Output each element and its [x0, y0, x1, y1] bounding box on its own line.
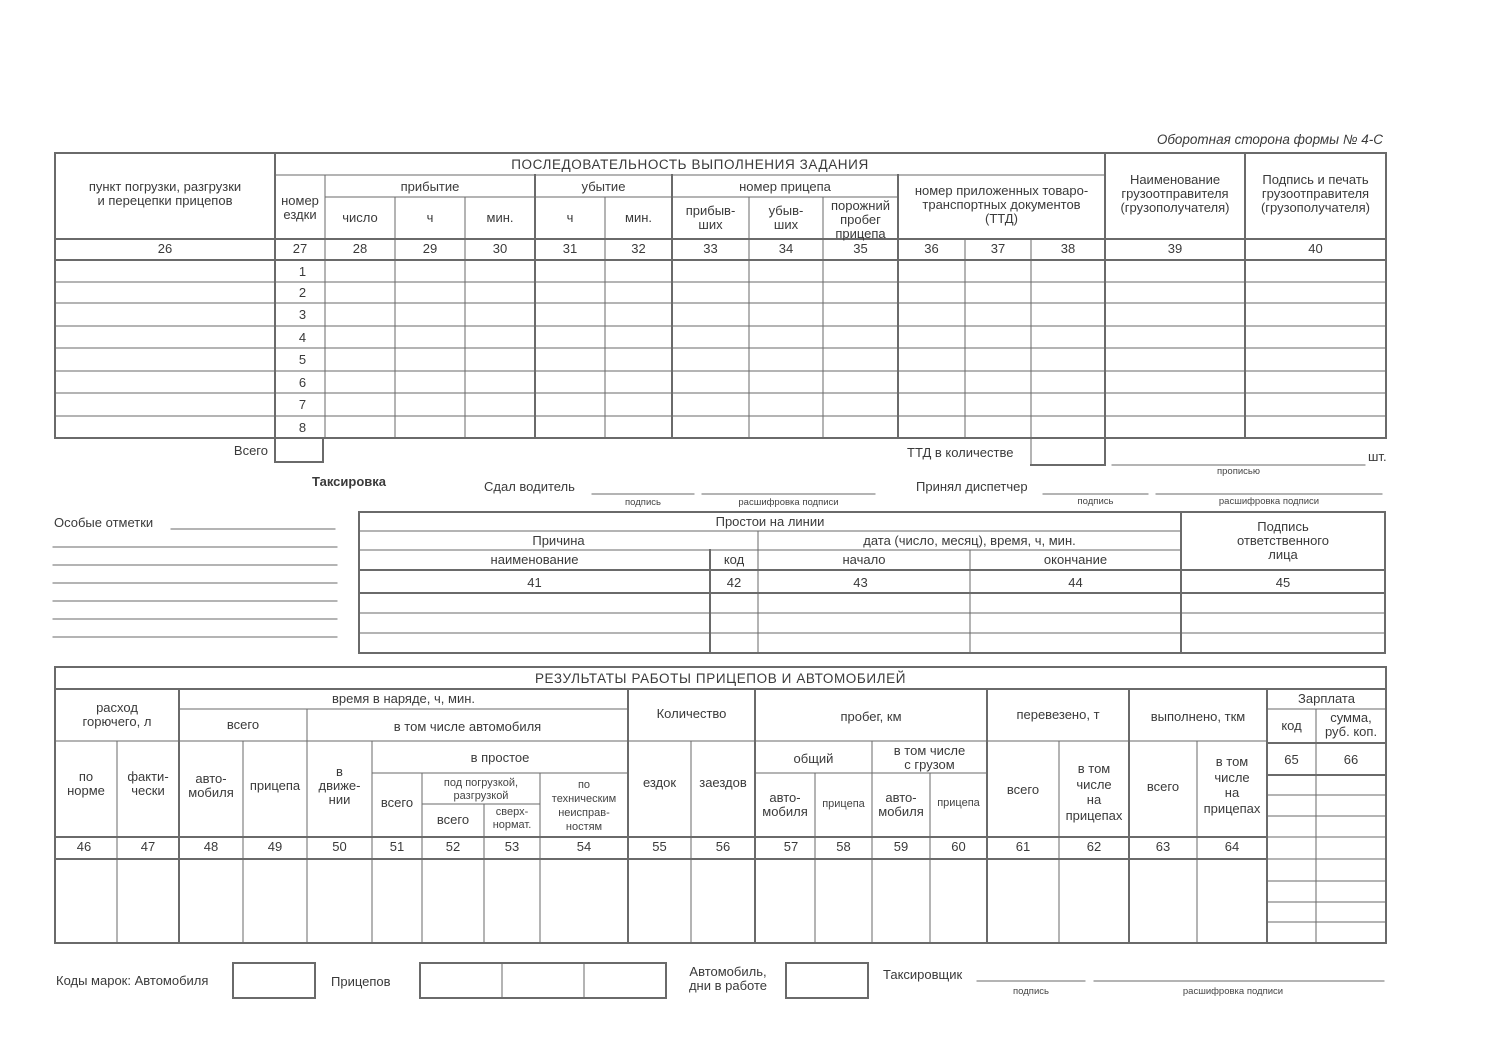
- trip-row-number: 1: [298, 264, 307, 279]
- col-number: 66: [1343, 752, 1359, 767]
- col-number: 60: [951, 839, 966, 854]
- departure-min-header: мин.: [625, 210, 652, 225]
- trip-row-number: 5: [298, 352, 307, 367]
- time-on-duty-header: время в наряде, ч, мин.: [331, 691, 476, 706]
- col-number: 47: [140, 839, 156, 854]
- mileage-general-header: общий: [793, 751, 834, 766]
- col-number: 30: [492, 241, 508, 256]
- col-number: 62: [1086, 839, 1102, 854]
- col-number: 54: [576, 839, 592, 854]
- col-number: 51: [389, 839, 405, 854]
- col-number: 48: [203, 839, 219, 854]
- col-number: 44: [1068, 575, 1083, 590]
- trips-header: ездок: [642, 775, 677, 790]
- col-number: 65: [1284, 752, 1299, 767]
- in-motion-header: в движе- нии: [318, 764, 361, 807]
- fuel-actual-header: факти- чески: [127, 769, 169, 798]
- form-caption: Оборотная сторона формы № 4-С: [1156, 132, 1383, 147]
- calls-header: заездов: [699, 775, 747, 790]
- departed-trailers-header: убыв- ших: [768, 203, 804, 232]
- col-number: 41: [527, 575, 542, 590]
- day-header: число: [342, 210, 378, 225]
- time-trailer-header: прицепа: [249, 778, 301, 793]
- downtime-datetime-header: дата (число, месяц), время, ч, мин.: [863, 533, 1076, 548]
- driver-signature-caption: подпись: [625, 497, 661, 508]
- downtime-title: Простои на линии: [715, 514, 825, 529]
- trip-row-number: 8: [298, 420, 307, 435]
- special-notes-label: Особые отметки: [54, 515, 154, 530]
- taxation-label: Таксировка: [312, 474, 387, 489]
- quantity-header: Количество: [656, 706, 727, 721]
- ttd-count-label: ТТД в количестве: [907, 445, 1014, 460]
- time-vehicle-header: авто- мобиля: [188, 771, 234, 800]
- col-number: 27: [292, 241, 308, 256]
- col-number: 36: [924, 241, 939, 256]
- incl-vehicle-header: в том числе автомобиля: [393, 719, 542, 734]
- mileage-with-cargo-header: в том числе с грузом: [893, 743, 966, 772]
- dispatcher-signature-caption: подпись: [1077, 496, 1114, 507]
- col-number: 49: [267, 839, 283, 854]
- dispatcher-signature-decoding-caption: расшифровка подписи: [1218, 496, 1320, 507]
- pcs-label: шт.: [1368, 449, 1387, 464]
- salary-sum-header: сумма, руб. коп.: [1324, 710, 1378, 739]
- trailers-label: Прицепов: [331, 974, 391, 989]
- col-number: 45: [1275, 575, 1291, 590]
- downtime-name-header: наименование: [490, 552, 579, 567]
- salary-header: Зарплата: [1298, 691, 1355, 706]
- col-number: 55: [652, 839, 667, 854]
- taxer-signature-decoding-caption: расшифровка подписи: [1182, 986, 1284, 997]
- trip-row-number: 6: [298, 375, 307, 390]
- in-words-caption: прописью: [1217, 466, 1260, 477]
- arrival-hour-header: ч: [426, 210, 434, 225]
- results-title: РЕЗУЛЬТАТЫ РАБОТЫ ПРИЦЕПОВ И АВТОМОБИЛЕЙ: [534, 671, 907, 686]
- idle-header: в простое: [470, 750, 530, 765]
- transported-header: перевезено, т: [1016, 707, 1100, 722]
- col-number: 64: [1224, 839, 1240, 854]
- days-working-label: Автомобиль, дни в работе: [688, 964, 768, 993]
- cargo-trailer-header: прицепа: [937, 797, 980, 809]
- performed-header: выполнено, ткм: [1150, 709, 1246, 724]
- taxer-signature-caption: подпись: [1013, 986, 1049, 997]
- driver-signature-decoding-caption: расшифровка подписи: [738, 497, 839, 508]
- col-number: 29: [422, 241, 438, 256]
- driver-handed-label: Сдал водитель: [484, 479, 575, 494]
- tech-fault-header: по техническим неисправ- ностям: [551, 779, 617, 833]
- col-number: 38: [1060, 241, 1076, 256]
- col-number: 35: [853, 241, 868, 256]
- col-number: 26: [157, 241, 173, 256]
- fuel-by-norm-header: по норме: [67, 769, 105, 798]
- salary-code-header: код: [1281, 718, 1302, 733]
- mileage-header: пробег, км: [840, 709, 902, 724]
- col-number: 42: [726, 575, 742, 590]
- task-sequence-title: ПОСЛЕДОВАТЕЛЬНОСТЬ ВЫПОЛНЕНИЯ ЗАДАНИЯ: [511, 157, 869, 172]
- brand-codes-label: Коды марок: Автомобиля: [56, 973, 209, 988]
- total-label: Всего: [233, 443, 268, 458]
- performed-total-header: всего: [1146, 779, 1180, 794]
- mileage-vehicle-header: авто- мобиля: [762, 790, 808, 819]
- loading-total-header: всего: [436, 812, 470, 827]
- mileage-trailer-header: прицепа: [822, 798, 865, 810]
- trip-row-number: 2: [298, 285, 307, 300]
- idle-total-header: всего: [380, 795, 414, 810]
- col-number: 58: [836, 839, 851, 854]
- downtime-end-header: окончание: [1043, 552, 1108, 567]
- departure-hour-header: ч: [566, 210, 574, 225]
- col-number: 59: [893, 839, 909, 854]
- col-number: 33: [703, 241, 718, 256]
- col-number: 53: [504, 839, 520, 854]
- arrived-trailers-header: прибыв- ших: [685, 203, 736, 232]
- cargo-vehicle-header: авто- мобиля: [878, 790, 924, 819]
- performed-trailers-header: в том числе на прицепах: [1203, 754, 1261, 816]
- col-number: 32: [631, 241, 646, 256]
- col-number: 56: [715, 839, 731, 854]
- col-number: 43: [853, 575, 868, 590]
- loading-header: под погрузкой, разгрузкой: [443, 777, 519, 802]
- taxer-label: Таксировщик: [883, 967, 963, 982]
- downtime-code-header: код: [723, 552, 745, 567]
- trip-row-number: 7: [298, 397, 307, 412]
- col-number: 28: [352, 241, 368, 256]
- arrival-header: прибытие: [400, 179, 460, 194]
- ttd-docs-header: номер приложенных товаро- транспортных документов (ТТД): [914, 183, 1089, 226]
- shipper-name-header: Наименование грузоотправителя (грузополучателя): [1120, 172, 1230, 215]
- dispatcher-received-label: Принял диспетчер: [916, 479, 1028, 494]
- col-number: 50: [332, 839, 347, 854]
- departure-header: убытие: [581, 179, 626, 194]
- arrival-min-header: мин.: [486, 210, 514, 225]
- transported-trailers-header: в том числе на прицепах: [1065, 761, 1123, 823]
- col-number: 46: [76, 839, 92, 854]
- col-number: 37: [990, 241, 1006, 256]
- time-total-header: всего: [226, 717, 260, 732]
- col-number: 31: [562, 241, 578, 256]
- fuel-header: расход горючего, л: [82, 700, 152, 729]
- downtime-reason-header: Причина: [532, 533, 585, 548]
- downtime-start-header: начало: [842, 552, 886, 567]
- trip-row-number: 4: [298, 330, 307, 345]
- trailer-number-header: номер прицепа: [739, 179, 831, 194]
- responsible-sign-header: Подпись ответственного лица: [1237, 519, 1329, 562]
- col-number: 39: [1167, 241, 1183, 256]
- trip-row-number: 3: [298, 307, 307, 322]
- col-number: 63: [1155, 839, 1171, 854]
- col-number: 57: [783, 839, 799, 854]
- shipper-sign-header: Подпись и печать грузоотправителя (грузополучателя): [1260, 172, 1371, 215]
- transported-total-header: всего: [1006, 782, 1040, 797]
- col-number: 34: [778, 241, 794, 256]
- col-number: 40: [1308, 241, 1323, 256]
- trip-number-header: номер ездки: [281, 193, 319, 222]
- col-number: 61: [1015, 839, 1031, 854]
- empty-run-header: порожний пробег прицепа: [831, 198, 890, 241]
- col-number: 52: [445, 839, 461, 854]
- loading-point-header: пункт погрузки, разгрузки и перецепки прицепов: [88, 179, 242, 208]
- over-norm-header: сверх- нормат.: [492, 806, 532, 831]
